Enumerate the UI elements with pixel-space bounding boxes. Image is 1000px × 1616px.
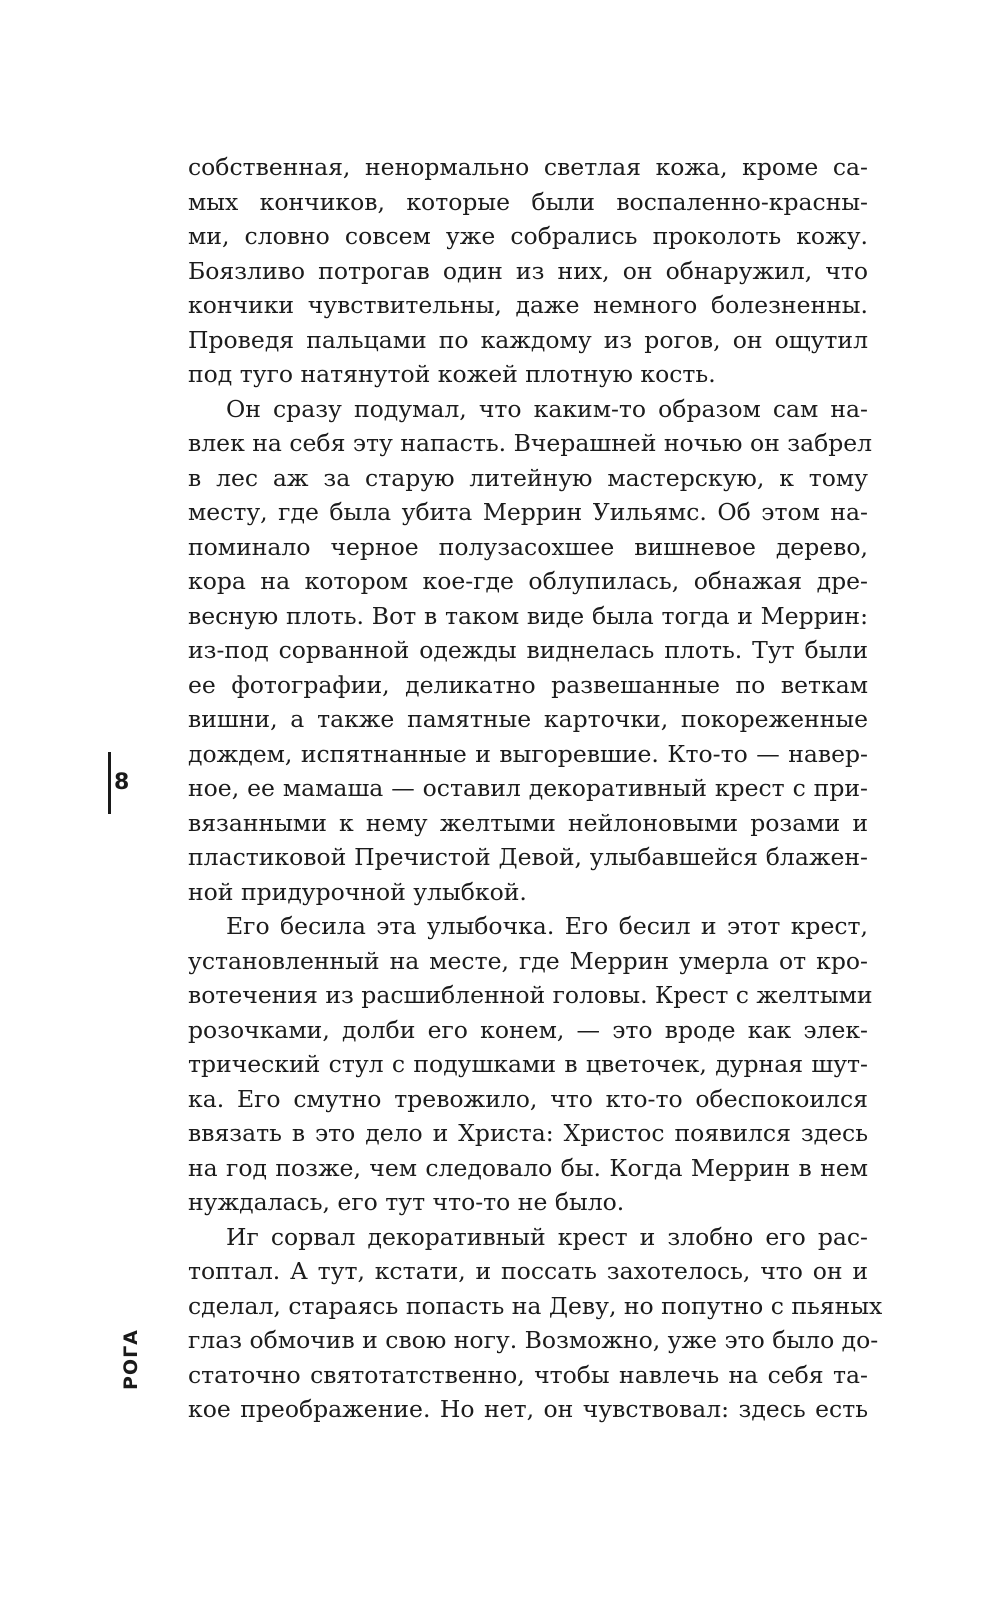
text-line: розочками, долби его конем, — это вроде как элек- bbox=[188, 1015, 868, 1044]
text-line: на год позже, чем следовало бы. Когда Меррин в нем bbox=[188, 1153, 868, 1182]
text-line: поминало черное полузасохшее вишневое дерево, bbox=[188, 532, 868, 561]
text-line: ми, словно совсем уже собрались проколоть кожу. bbox=[188, 222, 868, 250]
paragraph bbox=[188, 150, 868, 392]
text-line: ввязать в это дело и Христа: Христос появился здесь bbox=[188, 1119, 868, 1147]
text-line: сделал, стараясь попасть на Деву, но попутно с пьяных bbox=[188, 1291, 883, 1320]
text-line: собственная, ненормально светлая кожа, кроме са- bbox=[188, 153, 868, 181]
text-line: ной придурочной улыбкой. bbox=[188, 877, 527, 906]
text-line: месту, где была убита Меррин Уильямс. Об этом на- bbox=[188, 498, 868, 526]
text-line: кончики чувствительны, даже немного болезненны. bbox=[188, 291, 868, 319]
text-line: в лес аж за старую литейную мастерскую, к тому bbox=[188, 463, 868, 492]
text-line: глаз обмочив и свою ногу. Возможно, уже это было до- bbox=[188, 1326, 879, 1354]
text-line: ее фотографии, деликатно развешанные по веткам bbox=[188, 670, 868, 699]
text-line: вязанными к нему желтыми нейлоновыми розами и bbox=[188, 808, 868, 837]
paragraph bbox=[188, 392, 873, 910]
text-line: Иг сорвал декоративный крест и злобно его рас- bbox=[226, 1222, 868, 1251]
text-line: нуждалась, его тут что-то не было. bbox=[188, 1188, 625, 1216]
text-line: установленный на месте, где Меррин умерла от кро- bbox=[188, 946, 868, 975]
page-number-rule bbox=[108, 752, 111, 814]
text-line: вишни, а также памятные карточки, покореженные bbox=[188, 705, 868, 733]
text-line: влек на себя эту напасть. Вчерашней ночью он забрел bbox=[188, 429, 873, 457]
paragraph bbox=[188, 1220, 883, 1427]
text-line: мых кончиков, которые были воспаленно-красны- bbox=[188, 187, 868, 216]
text-line: Боязливо потрогав один из них, он обнаружил, что bbox=[188, 256, 868, 285]
text-line: статочно святотатственно, чтобы навлечь на себя та- bbox=[188, 1360, 868, 1389]
text-line: трический стул с подушками в цветочек, дурная шут- bbox=[188, 1050, 868, 1078]
text-line: ное, ее мамаша — оставил декоративный крест с при- bbox=[188, 774, 868, 802]
text-line: ка. Его смутно тревожило, что кто-то обеспокоился bbox=[188, 1084, 868, 1113]
text-line: кора на котором кое-где облупилась, обнажая дре- bbox=[188, 567, 868, 595]
text-line: кое преображение. Но нет, он чувствовал: здесь есть bbox=[188, 1395, 868, 1423]
running-title: РОГА bbox=[120, 1329, 142, 1390]
text-line: из-под сорванной одежды виднелась плоть. Тут были bbox=[188, 636, 868, 664]
text-line: вотечения из расшибленной головы. Крест с желтыми bbox=[188, 981, 873, 1009]
text-line: дождем, испятнанные и выгоревшие. Кто-то — навер- bbox=[188, 739, 868, 768]
text-line: под туго натянутой кожей плотную кость. bbox=[188, 360, 716, 388]
text-line: Его бесила эта улыбочка. Его бесил и этот крест, bbox=[226, 912, 868, 940]
text-line: весную плоть. Вот в таком виде была тогда и Меррин: bbox=[188, 601, 868, 630]
text-line: Он сразу подумал, что каким-то образом сам на- bbox=[226, 394, 868, 423]
paragraph bbox=[188, 909, 873, 1220]
text-line: топтал. А тут, кстати, и поссать захотелось, что он и bbox=[188, 1257, 868, 1285]
text-line: пластиковой Пречистой Девой, улыбавшейся блажен- bbox=[188, 843, 868, 871]
body-text bbox=[188, 150, 883, 1427]
text-line: Проведя пальцами по каждому из рогов, он ощутил bbox=[188, 325, 868, 354]
page-number: 8 bbox=[114, 770, 130, 795]
